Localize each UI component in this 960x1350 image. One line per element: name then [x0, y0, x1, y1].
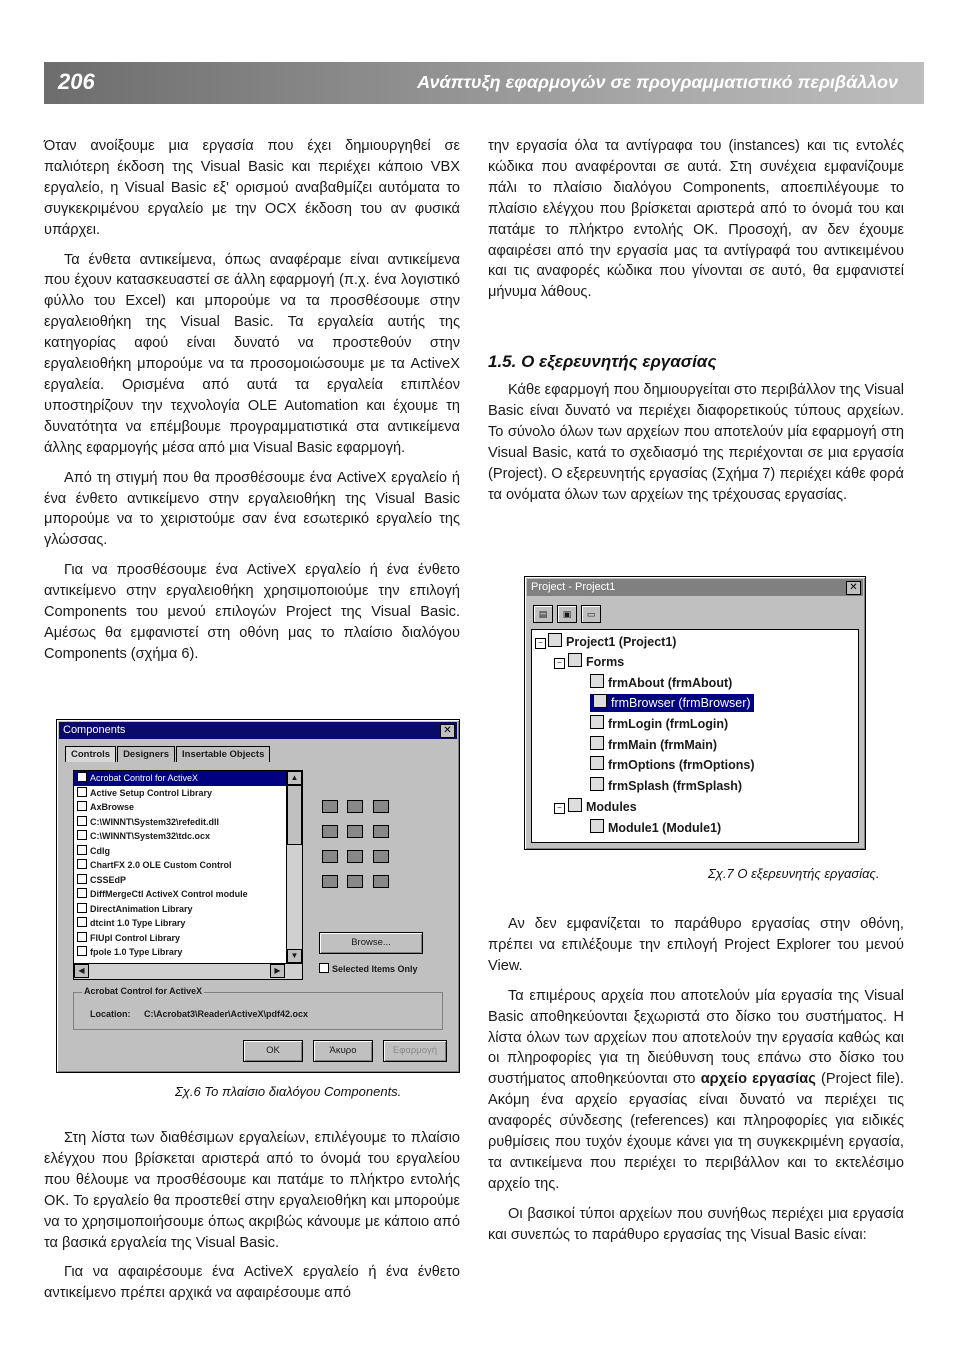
tab-strip	[65, 746, 271, 763]
collapse-icon[interactable]: −	[535, 638, 546, 649]
project-icon	[548, 633, 562, 647]
cancel-button[interactable]: Άκυρο	[313, 1040, 373, 1062]
scroll-left-icon[interactable]: ◀	[74, 964, 89, 978]
chapter-title: Ανάπτυξη εφαρμογών σε προγραμματιστικό περιβάλλον	[417, 72, 898, 92]
toolbox-icon	[373, 800, 389, 813]
explorer-titlebar	[527, 579, 863, 596]
checkbox[interactable]	[77, 888, 87, 898]
components-list[interactable]	[73, 770, 303, 980]
folder-icon	[568, 798, 582, 812]
paragraph: Για να αφαιρέσουμε ένα ActiveX εργαλείο ή ένα ένθετο αντικείμενο πρέπει αρχικά να αφαιρέσουμε από	[44, 1264, 460, 1302]
toolbox-icon	[347, 825, 363, 838]
list-item[interactable]: Active Setup Control Library	[74, 786, 302, 801]
scroll-thumb[interactable]	[287, 785, 302, 845]
collapse-icon[interactable]: −	[554, 658, 565, 669]
section-heading: 1.5. Ο εξερευνητής εργασίας	[488, 352, 717, 371]
selected-component-group	[73, 986, 443, 1030]
bold-term: αρχείο εργασίας	[700, 1071, 816, 1088]
checkbox[interactable]	[77, 801, 87, 811]
toolbox-icon	[347, 875, 363, 888]
right-column-bottom	[488, 914, 904, 1255]
scroll-down-icon[interactable]: ▼	[287, 949, 302, 963]
location-label: Location:	[90, 1009, 131, 1019]
toolbox-icon	[347, 850, 363, 863]
right-column-top	[488, 136, 904, 312]
toolbox-icon	[322, 850, 338, 863]
left-column-bottom	[44, 1128, 460, 1313]
vertical-scrollbar[interactable]	[286, 771, 303, 963]
left-column-top	[44, 136, 460, 674]
components-dialog	[56, 719, 460, 1073]
explorer-title: Project - Project1	[531, 581, 616, 593]
list-item[interactable]: AxBrowse	[74, 800, 302, 815]
tree-node-project[interactable]: Project1 (Project1)	[548, 633, 676, 651]
page-header	[44, 62, 924, 104]
toolbox-icon	[322, 875, 338, 888]
toolbox-icon	[373, 875, 389, 888]
paragraph: Από τη στιγμή που θα προσθέσουμε ένα ActiveX εργαλείο ή ένα ένθετο αντικείμενο στην εργαλειοθήκη της Visual Basic μπορούμε να το χειριστούμε σαν ένα εσωτερικό εργαλείο της γλώσσας.	[44, 469, 460, 549]
tree-node-form[interactable]: frmAbout (frmAbout)	[590, 674, 732, 692]
view-code-icon[interactable]: ▤	[533, 605, 553, 623]
tree-node-forms[interactable]: Forms	[568, 653, 624, 671]
selected-items-only-checkbox[interactable]: Selected Items Only	[319, 963, 418, 974]
tree-node-form[interactable]: frmSplash (frmSplash)	[590, 777, 742, 795]
checkbox[interactable]	[77, 787, 87, 797]
form-icon	[590, 777, 604, 791]
page-number: 206	[58, 69, 95, 94]
paragraph: Τα ένθετα αντικείμενα, όπως αναφέραμε είναι αντικείμενα που έχουν κατασκευαστεί σε άλλη εφαρμογή (π.χ. ένα λογιστικό φύλλο του Excel) και μπορούμε να τα προσθέσουμε στην εργαλειοθήκη της Visual Basic. Τα εργαλεία αυτής της κατηγορίας αφού είναι δυνατό να προστεθούν στην εργαλειοθήκη μπορούμε να τα προσομοιώσουμε με τα ActiveX εργαλεία. Ορισμένα από αυτά τα εργαλεία επιπλέον υποστηρίζουν την τεχνολογία OLE Automation και έχουμε τη δυνατότητα να επέμβουμε προγραμματιστικά στα αντικείμενα άλλης εφαρμογής μέσα από μια Visual Basic εφαρμογή.	[44, 251, 460, 456]
scroll-right-icon[interactable]: ▶	[270, 964, 285, 978]
group-label: Acrobat Control for ActiveX	[84, 986, 203, 996]
browse-button[interactable]: Browse...	[319, 932, 423, 954]
toolbox-icon	[322, 800, 338, 813]
tree-node-form[interactable]: frmMain (frmMain)	[590, 736, 717, 754]
tab-controls[interactable]: Controls	[65, 746, 116, 762]
list-item[interactable]: dtcint 1.0 Type Library	[74, 916, 302, 931]
checkbox[interactable]	[77, 816, 87, 826]
project-tree[interactable]	[531, 629, 859, 843]
paragraph: Οι βασικοί τύποι αρχείων που συνήθως περιέχει μια εργασία και συνεπώς το παράθυρο εργασίας της Visual Basic είναι:	[488, 1205, 904, 1243]
tree-node-form[interactable]: frmOptions (frmOptions)	[590, 756, 755, 774]
paragraph: Όταν ανοίξουμε μια εργασία που έχει δημιουργηθεί σε παλιότερη έκδοση της Visual Basic και περιέχει κάποιο VBX εργαλείο, η Visual Basic εξ' ορισμού αναβαθμίζει αυτόματα το συγκεκριμένου εργαλείο με την OCX έκδοση του αν φυσικά υπάρχει.	[44, 138, 460, 238]
close-icon[interactable]: ✕	[846, 581, 861, 595]
module-icon	[590, 819, 604, 833]
checkbox[interactable]	[77, 917, 87, 927]
tree-node-modules[interactable]: Modules	[568, 798, 637, 816]
tree-node-module[interactable]: Module1 (Module1)	[590, 819, 721, 837]
ok-button[interactable]: OK	[243, 1040, 303, 1062]
list-item[interactable]: ChartFX 2.0 OLE Custom Control	[74, 858, 302, 873]
form-icon	[590, 674, 604, 688]
form-icon	[590, 756, 604, 770]
list-item[interactable]: FlUpl Control Library	[74, 931, 302, 946]
list-item[interactable]: fpole 1.0 Type Library	[74, 945, 302, 960]
toolbox-icon	[347, 800, 363, 813]
checkbox[interactable]	[77, 874, 87, 884]
apply-button[interactable]: Εφαρμογή	[383, 1040, 447, 1062]
dialog-title: Components	[63, 724, 126, 736]
close-icon[interactable]: ✕	[440, 724, 455, 738]
toolbox-icon	[322, 825, 338, 838]
form-icon	[590, 715, 604, 729]
checkbox[interactable]	[77, 932, 87, 942]
checkbox[interactable]	[77, 903, 87, 913]
folder-icon	[568, 653, 582, 667]
paragraph: Αν δεν εμφανίζεται το παράθυρο εργασίας στην οθόνη, πρέπει να επιλέξουμε την επιλογή Project Explorer του μενού View.	[488, 916, 904, 974]
collapse-icon[interactable]: −	[554, 803, 565, 814]
paragraph: Κάθε εφαρμογή που δημιουργείται στο περιβάλλον της Visual Basic είναι δυνατό να περιέχει διαφορετικούς τύπους αρχείων. Το σύνολο όλων των αρχείων που αποτελούν μία εφαρμογή στη Visual Basic, κατά το σχεδιασμό της περιέχονται σε μια εργασία (Project). Ο εξερευνητής εργασίας (Σχήμα 7) περιέχει κάθε φορά τα ονόματα όλων των αρχείων της τρέχουσας εργασίας.	[488, 382, 904, 503]
checkbox[interactable]	[77, 946, 87, 956]
right-column-mid	[488, 380, 904, 514]
tree-node-form[interactable]: frmBrowser (frmBrowser)	[590, 694, 754, 712]
checkbox[interactable]	[77, 859, 87, 869]
list-item[interactable]: C:\WINNT\System32\tdc.ocx	[74, 829, 302, 844]
figure-7-caption: Σχ.7 Ο εξερευνητής εργασίας.	[708, 866, 880, 881]
form-icon	[593, 694, 607, 708]
checkbox[interactable]	[77, 845, 87, 855]
checkbox[interactable]	[77, 772, 87, 782]
horizontal-scrollbar[interactable]	[74, 963, 302, 980]
form-icon	[590, 736, 604, 750]
location-value: C:\Acrobat3\Reader\ActiveX\pdf42.ocx	[144, 1009, 309, 1019]
dialog-titlebar	[59, 722, 457, 739]
toggle-folders-icon[interactable]: ▭	[581, 605, 601, 623]
figure-6-caption: Σχ.6 Το πλαίσιο διαλόγου Components.	[175, 1084, 402, 1099]
paragraph: Τα επιμέρους αρχεία που αποτελούν μία εργασία της Visual Basic αποθηκεύονται ξεχωριστά στο δίσκο του συστήματος. Η λίστα όλων των αρχείων που αποτελούν την εργασία καθώς και οι πληροφορίες για τη διεύθυνση τους επάνω στο δίσκο του συστήματος αποθηκεύονται στο αρχείο εργασίας (Project file). Ακόμη ένα αρχείο εργασίας είναι δυνατό να περιέχει τις αναφορές σύνδεσης (references) και πληροφορίες για ειδικές ρυθμίσεις που τυχόν έχουμε κάνει για τη συγκεκριμένη εργασία, τα αντικείμενα που περιέχει το περιβάλλον και το εκτελέσιμο αρχείο της.	[488, 987, 904, 1192]
project-explorer-window	[524, 576, 866, 850]
scroll-up-icon[interactable]: ▲	[287, 771, 302, 785]
tab-designers[interactable]: Designers	[117, 746, 175, 762]
list-item[interactable]: DirectAnimation Library	[74, 902, 302, 917]
list-item[interactable]: Cdlg	[74, 844, 302, 859]
list-item[interactable]: Acrobat Control for ActiveX	[74, 771, 302, 786]
tab-insertable-objects[interactable]: Insertable Objects	[176, 746, 270, 762]
tree-node-form[interactable]: frmLogin (frmLogin)	[590, 715, 728, 733]
list-item[interactable]: DiffMergeCtl ActiveX Control module	[74, 887, 302, 902]
list-item[interactable]: CSSEdP	[74, 873, 302, 888]
checkbox[interactable]	[77, 830, 87, 840]
paragraph: την εργασία όλα τα αντίγραφα του (instances) και τις εντολές κώδικα που αναφέρονται σε αυτά. Στη συνέχεια εμφανίζουμε πάλι το πλαίσιο διαλόγου Components, αποεπιλέγουμε το πλαίσιο ελέγχου που βρίσκεται αριστερά από το όνομά του και πατάμε το πλήκτρο εντολής ΟΚ. Προσοχή, αν δεν έχουμε αφαιρέσει από την εργασία μας τα αντίγραφά του αντικειμένου και τις αναφορές κώδικα που γίνονται σε αυτό, θα εμφανιστεί μήνυμα λάθους.	[488, 138, 904, 301]
paragraph: Για να προσθέσουμε ένα ActiveX εργαλείο ή ένα ένθετο αντικείμενο στην εργαλειοθήκη χρησιμοποιούμε την επιλογή Components του μενού επιλογών Project της Visual Basic. Αμέσως θα εμφανιστεί στη οθόνη μας το πλαίσιο διαλόγου Components (σχήμα 6).	[44, 562, 460, 662]
paragraph: Στη λίστα των διαθέσιμων εργαλείων, επιλέγουμε το πλαίσιο ελέγχου που βρίσκεται αριστερά από το όνομά του εργαλείου που θέλουμε να προσθέσουμε και πατάμε το πλήκτρο εντολής ΟΚ. Το εργαλείο θα προστεθεί στην εργαλειοθήκη και μπορούμε να το χρησιμοποιήσουμε όπως ακριβώς κάνουμε με κάποιο από τα βασικά εργαλεία της Visual Basic.	[44, 1130, 460, 1251]
view-object-icon[interactable]: ▣	[557, 605, 577, 623]
toolbox-icon	[373, 825, 389, 838]
toolbox-icon	[373, 850, 389, 863]
list-item[interactable]: C:\WINNT\System32\refedit.dll	[74, 815, 302, 830]
